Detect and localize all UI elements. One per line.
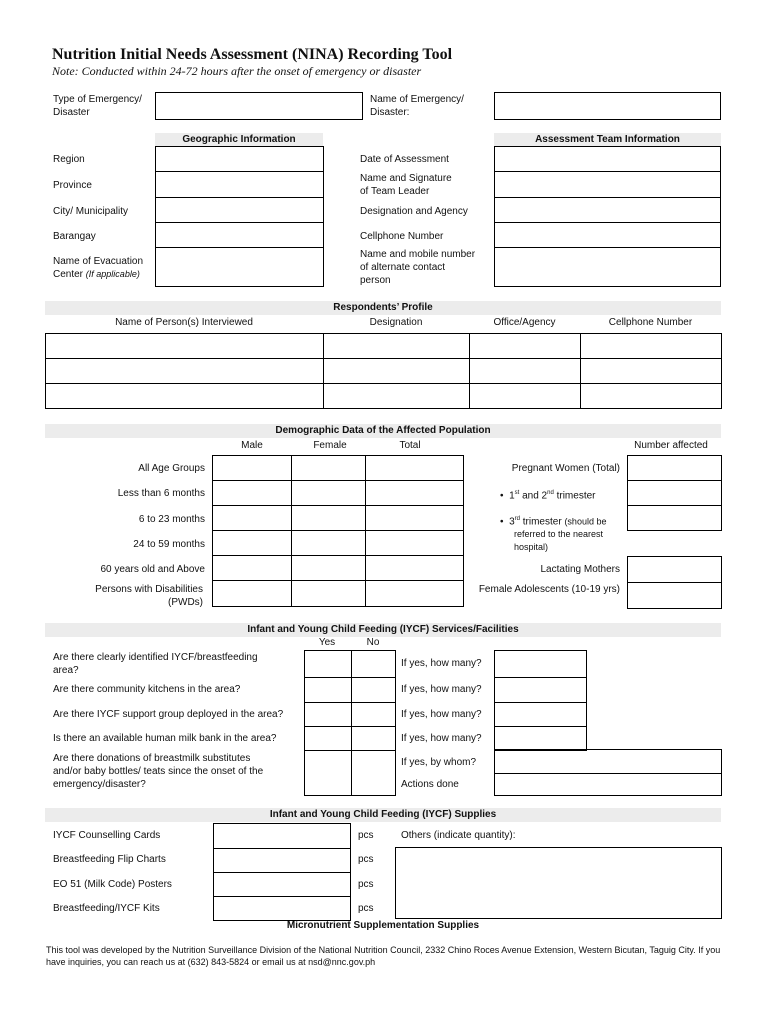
table-cell[interactable] [213, 481, 292, 506]
how-many-field[interactable] [495, 678, 587, 703]
supply-item-label: IYCF Counselling Cards [53, 830, 161, 841]
how-many-label: If yes, how many? [401, 684, 482, 695]
col-designation: Designation [369, 317, 423, 328]
table-row [305, 678, 396, 703]
supply-item-label: Breastfeeding Flip Charts [53, 854, 166, 865]
table-cell[interactable] [628, 456, 722, 481]
table-row [213, 506, 464, 531]
supply-item-label: EO 51 (Milk Code) Posters [53, 879, 172, 890]
table-row [213, 581, 464, 607]
table-row [628, 557, 722, 583]
footer-text: This tool was developed by the Nutrition Surveillance Division of the National Nutrition Council, 2332 Chino Roces Avenue Extension, Western Bicutan, Taguig City. If you have inquiries, you can reach us at (632) 843-5824 or email us at nsd@nnc.gov.ph [46, 945, 721, 967]
table-cell[interactable] [366, 531, 464, 556]
iycf-supplies-heading: Infant and Young Child Feeding (IYCF) Supplies [45, 808, 721, 822]
table-cell[interactable] [292, 456, 366, 481]
team-info-heading: Assessment Team Information [494, 133, 721, 147]
table-cell[interactable] [46, 384, 324, 409]
table-cell[interactable] [213, 531, 292, 556]
team-leader-label: Name and Signature of Team Leader [360, 173, 452, 197]
yes-no-table [304, 650, 396, 796]
how-many-field[interactable] [495, 727, 587, 751]
table-cell[interactable] [213, 556, 292, 581]
supply-quantity-field[interactable] [214, 824, 351, 849]
unit-label: pcs [358, 903, 374, 914]
table-row [495, 727, 587, 751]
table-cell[interactable] [46, 334, 324, 359]
table-row [46, 334, 722, 359]
col-name-interviewed: Name of Person(s) Interviewed [115, 317, 253, 328]
yes-checkbox[interactable] [305, 678, 352, 703]
bullet-icon: • [500, 490, 504, 502]
no-checkbox[interactable] [352, 727, 396, 751]
page-note: Note: Conducted within 24-72 hours after the onset of emergency or disaster [52, 64, 422, 78]
demographic-table [212, 455, 464, 607]
table-row [305, 651, 396, 678]
col-office-agency: Office/Agency [493, 317, 556, 328]
unit-label: pcs [358, 830, 374, 841]
city-label: City/ Municipality [53, 206, 129, 217]
how-many-field[interactable] [495, 703, 587, 727]
cellphone-field[interactable] [494, 222, 721, 248]
pregnant-women-label: Pregnant Women (Total) [511, 463, 620, 474]
table-row [214, 824, 351, 849]
table-cell[interactable] [581, 384, 722, 409]
page-title: Nutrition Initial Needs Assessment (NINA) Recording Tool [52, 46, 453, 63]
cellphone-label: Cellphone Number [360, 231, 444, 242]
how-many-field[interactable] [495, 651, 587, 678]
table-row [495, 774, 722, 796]
date-label: Date of Assessment [360, 154, 449, 165]
age-row-label: Less than 6 months [117, 488, 205, 499]
micronutrient-heading: Micronutrient Supplementation Supplies [286, 920, 480, 931]
barangay-field[interactable] [155, 222, 324, 248]
yes-checkbox[interactable] [305, 703, 352, 727]
name-of-emergency-field[interactable] [494, 92, 721, 120]
table-cell[interactable] [292, 581, 366, 607]
supply-item-label: Breastfeeding/IYCF Kits [53, 903, 160, 914]
yes-checkbox[interactable] [305, 727, 352, 751]
supply-quantity-field[interactable] [214, 897, 351, 921]
table-row [628, 506, 722, 531]
iycf-services-heading: Infant and Young Child Feeding (IYCF) Services/Facilities [45, 623, 721, 637]
table-row [214, 849, 351, 873]
q-donations: Are there donations of breastmilk substitutes and/or baby bottles/ teats since the onset of the emergency/disaster? [53, 753, 264, 790]
city-field[interactable] [155, 197, 324, 223]
table-cell[interactable] [324, 384, 470, 409]
lactating-table [627, 556, 722, 609]
others-field[interactable] [395, 847, 722, 919]
pwd-label: Persons with Disabilities (PWDs) [95, 584, 203, 608]
table-cell[interactable] [292, 506, 366, 531]
table-row [214, 873, 351, 897]
table-cell[interactable] [366, 481, 464, 506]
bullet-icon: • [500, 516, 504, 528]
table-cell[interactable] [628, 506, 722, 531]
age-row-label: 6 to 23 months [138, 514, 205, 525]
demographic-heading: Demographic Data of the Affected Population [45, 424, 721, 438]
table-cell[interactable] [213, 581, 292, 607]
barangay-label: Barangay [53, 231, 96, 242]
col-number-affected: Number affected [634, 440, 708, 451]
table-cell[interactable] [292, 531, 366, 556]
table-cell[interactable] [324, 359, 470, 384]
table-row [495, 750, 722, 774]
supplies-table [213, 823, 351, 921]
unit-label: pcs [358, 854, 374, 865]
col-female: Female [313, 440, 347, 451]
q-community-kitchens: Are there community kitchens in the area? [53, 684, 241, 695]
col-cellphone: Cellphone Number [608, 317, 693, 328]
trimester-3-label: • 3rd trimester (should be referred to the nearest hospital) [500, 516, 607, 553]
how-many-label: If yes, how many? [401, 709, 482, 720]
date-field[interactable] [494, 146, 721, 172]
table-row [628, 481, 722, 506]
q-breastfeeding-area: Are there clearly identified IYCF/breastfeeding area? [53, 652, 258, 676]
table-row [213, 531, 464, 556]
respondents-heading: Respondents’ Profile [45, 301, 721, 315]
how-many-label: If yes, how many? [401, 658, 482, 669]
table-row [495, 651, 587, 678]
table-row [495, 678, 587, 703]
table-cell[interactable] [628, 557, 722, 583]
trimester-1-2-label: • 1st and 2nd trimester [500, 490, 596, 502]
supply-quantity-field[interactable] [214, 849, 351, 873]
actions-done-label: Actions done [401, 779, 459, 790]
no-checkbox[interactable] [352, 751, 396, 796]
unit-label: pcs [358, 879, 374, 890]
table-cell[interactable] [581, 359, 722, 384]
evacuation-center-field[interactable] [155, 247, 324, 287]
age-row-label: All Age Groups [138, 463, 205, 474]
table-row [46, 359, 722, 384]
table-cell[interactable] [628, 481, 722, 506]
province-label: Province [53, 180, 92, 191]
col-male: Male [241, 440, 263, 451]
table-cell[interactable] [628, 583, 722, 609]
table-cell[interactable] [581, 334, 722, 359]
col-no: No [366, 637, 380, 648]
by-whom-field[interactable] [495, 750, 722, 774]
region-label: Region [53, 154, 85, 165]
table-cell[interactable] [292, 481, 366, 506]
how-many-table [494, 650, 587, 751]
region-field[interactable] [155, 146, 324, 172]
female-adolescents-label: Female Adolescents (10-19 yrs) [478, 584, 620, 595]
table-row [213, 556, 464, 581]
age-row-label: 24 to 59 months [133, 539, 205, 550]
table-row [46, 384, 722, 409]
geographic-info-heading: Geographic Information [155, 133, 323, 147]
q-milk-bank: Is there an available human milk bank in the area? [53, 733, 277, 744]
table-cell[interactable] [366, 556, 464, 581]
by-whom-table [494, 749, 722, 796]
designation-agency-field[interactable] [494, 197, 721, 223]
actions-done-field[interactable] [495, 774, 722, 796]
age-row-label: 60 years old and Above [100, 564, 205, 575]
table-cell[interactable] [470, 384, 581, 409]
table-cell[interactable] [366, 581, 464, 607]
pregnant-table [627, 455, 722, 531]
evacuation-center-label: Name of Evacuation Center (If applicable) [53, 256, 144, 280]
type-of-emergency-field[interactable] [155, 92, 363, 120]
table-cell[interactable] [46, 359, 324, 384]
table-cell[interactable] [292, 556, 366, 581]
table-cell[interactable] [366, 456, 464, 481]
type-of-emergency-label: Type of Emergency/ Disaster [53, 94, 142, 118]
province-field[interactable] [155, 171, 324, 198]
table-row [305, 727, 396, 751]
table-row [628, 456, 722, 481]
yes-checkbox[interactable] [305, 751, 352, 796]
no-checkbox[interactable] [352, 678, 396, 703]
table-cell[interactable] [213, 506, 292, 531]
table-cell[interactable] [470, 359, 581, 384]
supply-quantity-field[interactable] [214, 873, 351, 897]
designation-agency-label: Designation and Agency [360, 206, 468, 217]
respondents-table [45, 333, 722, 409]
lactating-mothers-label: Lactating Mothers [540, 564, 620, 575]
table-cell[interactable] [324, 334, 470, 359]
by-whom-label: If yes, by whom? [401, 757, 477, 768]
table-cell[interactable] [366, 506, 464, 531]
col-total: Total [399, 440, 421, 451]
table-cell[interactable] [470, 334, 581, 359]
how-many-label: If yes, how many? [401, 733, 482, 744]
table-row [628, 583, 722, 609]
table-row [213, 481, 464, 506]
name-of-emergency-label: Name of Emergency/ Disaster: [370, 94, 464, 118]
team-leader-field[interactable] [494, 171, 721, 198]
q-support-group: Are there IYCF support group deployed in the area? [53, 709, 284, 720]
yes-checkbox[interactable] [305, 651, 352, 678]
no-checkbox[interactable] [352, 651, 396, 678]
table-row [305, 751, 396, 796]
table-row [495, 703, 587, 727]
col-yes: Yes [318, 637, 336, 648]
others-label: Others (indicate quantity): [401, 830, 516, 841]
alternate-contact-label: Name and mobile number of alternate contact person [360, 249, 476, 286]
alternate-contact-field[interactable] [494, 247, 721, 287]
table-row [213, 456, 464, 481]
no-checkbox[interactable] [352, 703, 396, 727]
table-row [214, 897, 351, 921]
table-row [305, 703, 396, 727]
table-cell[interactable] [213, 456, 292, 481]
